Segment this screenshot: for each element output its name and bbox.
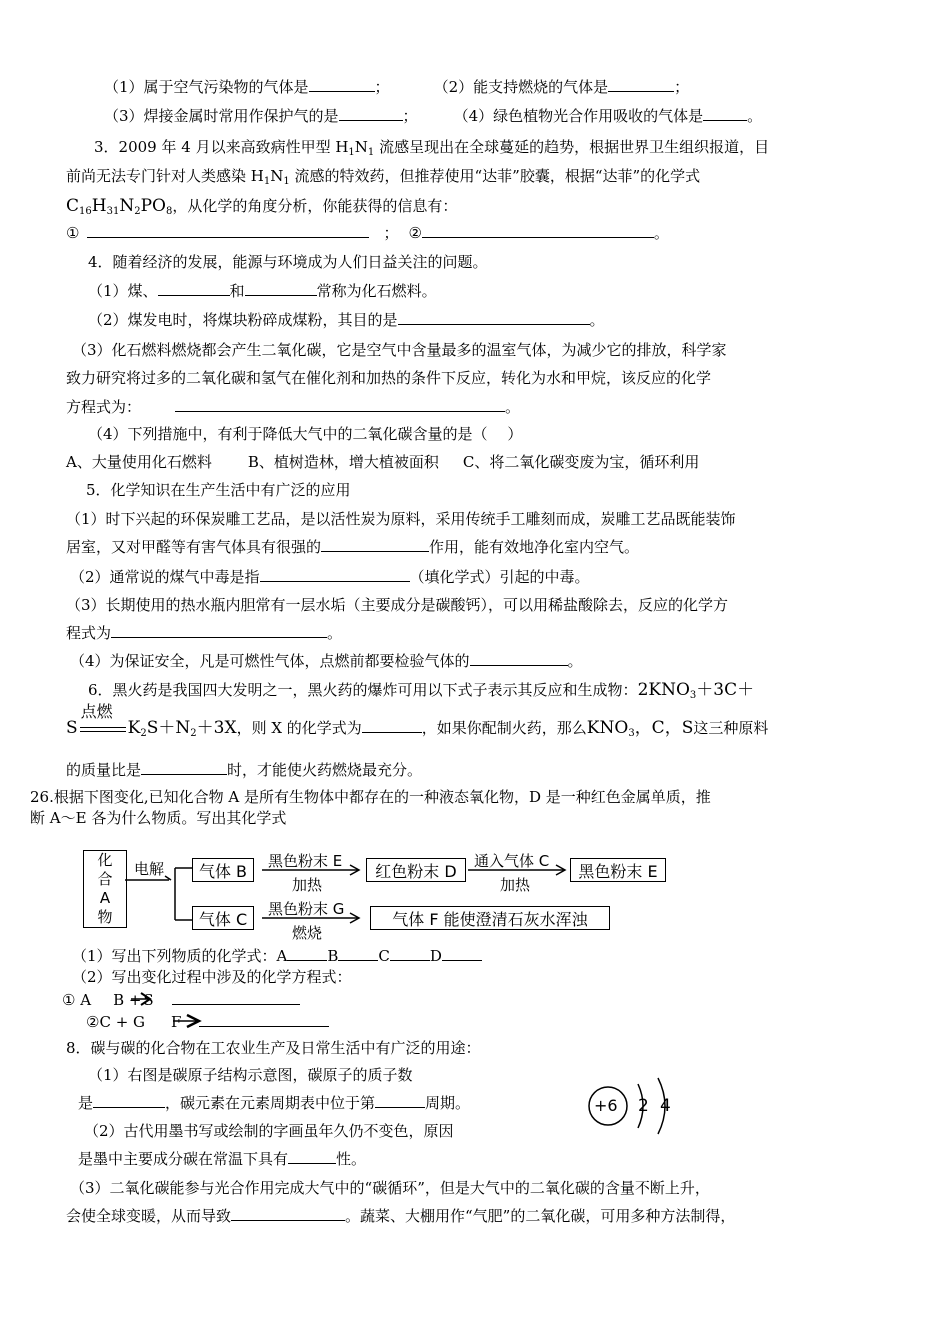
q4-part-3-line-2: 致力研究将过多的二氧化碳和氢气在催化剂和加热的条件下反应，转化为水和甲烷，该反应的化学 [66,369,712,387]
nucleus-charge: +6 [594,1096,618,1115]
blank[interactable] [93,1093,165,1108]
q8-title: 8．碳与碳的化合物在工农业生产及日常生活中有广泛的用途： [66,1039,481,1057]
option-b[interactable]: B、植树造林，增大植被面积 [247,453,439,471]
q8-part-3-line-1: （3）二氧化碳能参与光合作用完成大气中的“碳循环”，但是大气中的二氧化碳的含量不断上升， [70,1179,710,1197]
blank[interactable] [288,1149,336,1164]
blank[interactable] [309,77,375,92]
q5-part-1-line-1: （1）时下兴起的环保炭雕工艺品，是以活性炭为原料，采用传统手工雕刻而成，炭雕工艺品既能装饰 [66,510,736,528]
q6-line-1: 6．黑火药是我国四大发明之一，黑火药的爆炸可用以下式子表示其反应和生成物：$2KNO_3+3C+$ [88,680,755,701]
arrow1-bottom-label: 加热 [292,876,323,894]
carbon-atom-diagram [586,1070,696,1150]
q26-part-1: （1）写出下列物质的化学式：A B C D [72,946,482,966]
compound-a-box: 化 合 A 物 [83,850,127,928]
q4-part-4: （4）下列措施中，有利于降低大气中的二氧化碳含量的是（ ） [88,425,523,443]
blank[interactable] [321,537,429,552]
q4-options [66,452,699,472]
arrow1-top-label: 黑色粉末 E [268,852,343,870]
option-a[interactable]: A、大量使用化石燃料 [66,453,212,471]
q26-equation-2: ②C + G F [86,1012,329,1032]
blank[interactable] [422,223,654,238]
q6-line-2: S 点燃 $K_2S+N_2+3X$，则 X 的化学式为 ，如果你配制火药，那么$KNO_3$，C，S这三种原料 [66,702,769,739]
blank[interactable] [175,397,505,412]
formula-tamiflu: $C_{16}H_{31}N_2PO_8$ [66,196,173,217]
q5-part-1-line-2: 居室，又对甲醛等有害气体具有很强的 作用，能有效地净化室内空气。 [66,538,640,556]
q5-part-4: （4）为保证安全，凡是可燃性气体，点燃前都要检验气体的 。 [70,652,583,670]
q4-part-3-line-3: 方程式为： 。 [66,398,521,416]
blank[interactable] [608,77,674,92]
red-powder-d-box: 红色粉末 D [366,858,466,882]
q8-part-2-line-2: 是墨中主要成分碳在常温下具有 性。 [78,1150,367,1168]
ignition-equals-sign: 点燃 [78,719,128,739]
q5-part-3-line-2: 程式为 。 [66,624,343,642]
blank[interactable] [375,1093,425,1108]
q5-title: 5．化学知识在生产生活中有广泛的应用 [86,481,351,499]
q26-part-2: （2）写出变化过程中涉及的化学方程式： [72,968,352,986]
blank[interactable] [260,567,410,582]
option-c[interactable]: C、将二氧化碳变废为宝，循环利用 [462,453,700,471]
blank-b[interactable] [338,946,378,961]
blank[interactable] [362,718,422,733]
blank[interactable] [87,223,369,238]
blank[interactable] [141,760,227,775]
blank[interactable] [470,651,568,666]
blank[interactable] [339,106,403,121]
q4-title: 4．随着经济的发展，能源与环境成为人们日益关注的问题。 [88,253,488,271]
blank[interactable] [172,990,300,1005]
q4-part-3-line-1: （3）化石燃料燃烧都会产生二氧化碳，它是空气中含量最多的温室气体，为减少它的排放，科学家 [72,341,727,359]
q3-line-3: $C_{16}H_{31}N_2PO_8$，从化学的角度分析，你能获得的信息有： [66,196,458,217]
shell-2-electrons: 4 [660,1096,671,1116]
arrow2-top-label: 通入气体 C [474,852,550,870]
blank[interactable] [111,623,327,638]
q6-line-3: 的质量比是 时，才能使火药燃烧最充分。 [66,761,423,779]
blank[interactable] [703,106,747,121]
q3-line-2: 前尚无法专门针对人类感染 $H_1N_1$ 流感的特效药，但推荐使用“达菲”胶囊，根据“达菲”的化学式 [66,167,701,187]
q26-equation-1: ① A B + S [62,990,300,1010]
blank[interactable] [245,281,317,296]
blank-d[interactable] [442,946,482,961]
electrolysis-arrow [125,850,195,930]
blank-a[interactable] [287,946,327,961]
q3-line-1: 3．2009 年 4 月以来高致病性甲型 $H_1N_1$ 流感呈现出在全球蔓延的趋势，根据世界卫生组织报道，目 [94,138,770,158]
arrow3-top-label: 黑色粉末 G [268,900,345,918]
gas-b-box: 气体 B [192,858,254,882]
q2-line-2: （3）焊接金属时常用作保护气的是 ； （4）绿色植物光合作用吸收的气体是 。 [104,107,763,125]
q2-line-1: （1）属于空气污染物的气体是 ； （2）能支持燃烧的气体是 ； [104,78,690,96]
blank[interactable] [398,310,590,325]
electrolysis-label: 电解 [134,860,165,878]
arrow3-bottom-label: 燃烧 [292,924,323,942]
q8-part-1-line-1: （1）右图是碳原子结构示意图，碳原子的质子数 [88,1066,413,1084]
black-powder-e-box: 黑色粉末 E [570,858,666,882]
arrow2-bottom-label: 加热 [500,876,531,894]
q26-line-1: 26.根据下图变化,已知化合物 A 是所有生物体中都存在的一种液态氧化物，D 是一种红色金属单质，推 [30,788,711,806]
blank[interactable] [158,281,230,296]
q5-part-2: （2）通常说的煤气中毒是指 （填化学式）引起的中毒。 [70,568,590,586]
q4-part-2: （2）煤发电时，将煤块粉碎成煤粉，其目的是 。 [88,311,605,329]
gas-f-box: 气体 F 能使澄清石灰水浑浊 [370,906,610,930]
q8-part-3-line-2: 会使全球变暖，从而导致 。蔬菜、大棚用作“气肥”的二氧化碳，可用多种方法制得， [66,1207,736,1225]
q8-part-2-line-1: （2）古代用墨书写或绘制的字画虽年久仍不变色，原因 [84,1122,454,1140]
q26-line-2: 断 A～E 各为什么物质。写出其化学式 [30,809,287,827]
blank[interactable] [199,1012,329,1027]
q5-part-3-line-1: （3）长期使用的热水瓶内胆常有一层水垢（主要成分是碳酸钙），可以用稀盐酸除去，反应的化学方 [66,596,729,614]
blank-c[interactable] [390,946,430,961]
q8-part-1-line-2: 是 ，碳元素在元素周期表中位于第 周期。 [78,1094,471,1112]
shell-1-electrons: 2 [638,1096,649,1116]
q4-part-1: （1）煤、 和 常称为化石燃料。 [88,282,437,300]
q3-line-4: ① ； ② 。 [66,224,669,242]
blank[interactable] [231,1206,345,1221]
gas-c-box: 气体 C [192,906,254,930]
